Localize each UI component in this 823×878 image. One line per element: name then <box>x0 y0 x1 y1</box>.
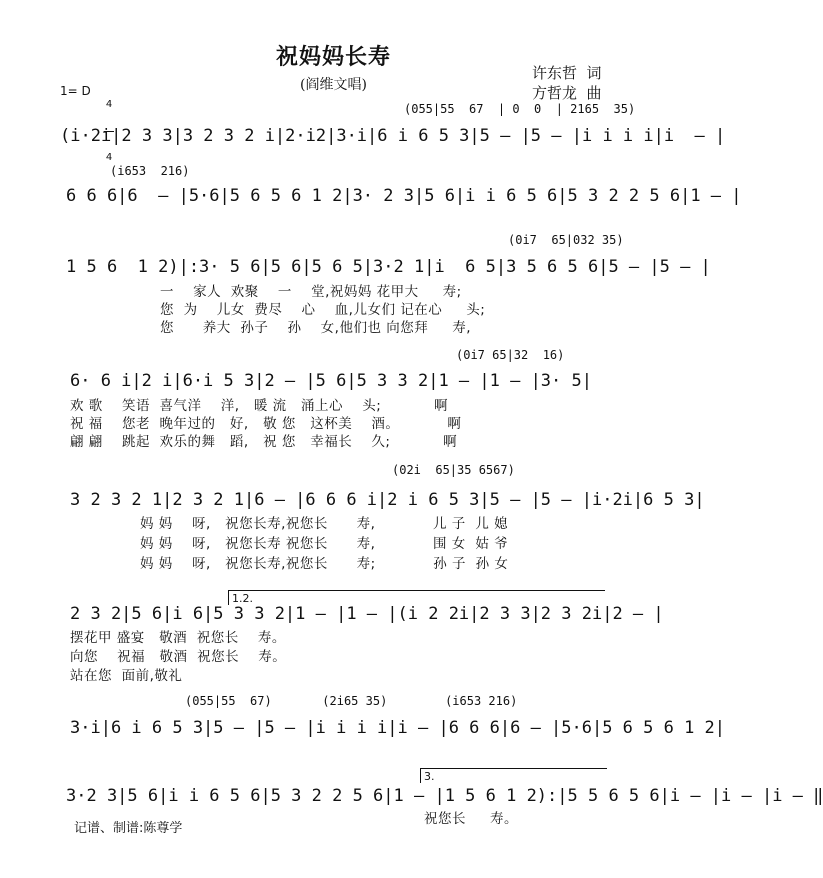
notation-line: 3 2 3 2 1|2 3 2 1|6 — |6 6 6 i|2 i 6 5 3|5 — |5 — |i·2i|6 5 3| <box>70 490 705 510</box>
volta-label: 1.2. <box>232 592 253 605</box>
lyric-line: 欢 歌 笑语 喜气洋 洋, 暖 流 涌上心 头; 啊 <box>70 398 448 414</box>
notation-line: 6 6 6|6 — |5·6|5 6 5 6 1 2|3· 2 3|5 6|i i 6 5 6|5 3 2 2 5 6|1 — | <box>66 186 742 206</box>
lyric-line: 妈 妈 呀, 祝您长寿,祝您长 寿; 孙 子 孙 女 <box>140 556 509 572</box>
lyric-line: 站在您 面前,敬礼 <box>70 668 183 684</box>
lyric-line: 向您 祝福 敬酒 祝您长 寿。 <box>70 649 287 665</box>
lyricist-credit: 许东哲 词 <box>532 64 602 82</box>
transcriber-credit: 记谱、制谱:陈尊学 <box>74 821 183 836</box>
notation-line: (i·2i|2 3 3|3 2 3 2 i|2·i2|3·i|6 i 6 5 3|5 — |5 — |i i i i|i — | <box>60 126 726 146</box>
song-title: 祝妈妈长寿 <box>275 44 391 70</box>
key-signature: 1= D <box>60 84 91 98</box>
lyric-line: 妈 妈 呀, 祝您长寿 祝您长 寿, 围 女 姑 爷 <box>140 536 509 552</box>
notation-line: 6· 6 i|2 i|6·i 5 3|2 — |5 6|5 3 3 2|1 — |1 — |3· 5| <box>70 371 592 391</box>
lyric-line: 您 为 儿女 费尽 心 血,儿女们 记在心 头; <box>160 302 486 318</box>
cue-line: (0i7 65|032 35) <box>508 233 624 247</box>
composer-credit: 方哲龙 曲 <box>532 84 602 102</box>
lyric-line: 您 养大 孙子 孙 女,他们也 向您拜 寿, <box>160 320 471 336</box>
cue-line: (i653 216) <box>110 164 190 178</box>
lyric-line: 祝您长 寿。 <box>424 811 518 827</box>
lyric-line: 一 家人 欢聚 一 堂,祝妈妈 花甲大 寿; <box>160 284 462 300</box>
meter-top: 4 <box>105 99 113 110</box>
volta-bracket-1 <box>228 590 605 605</box>
cue-line: (02i 65|35 6567) <box>392 463 515 477</box>
song-subtitle: (阎维文唱) <box>300 77 367 93</box>
notation-line: 1 5 6 1 2)|:3· 5 6|5 6|5 6 5|3·2 1|i 6 5|3 5 6 5 6|5 — |5 — | <box>66 257 711 277</box>
cue-line: (0i7 65|32 16) <box>456 348 565 362</box>
volta-label: 3. <box>424 770 435 783</box>
cue-line: (055|55 67 | 0 0 | 2165 35) <box>404 102 636 116</box>
cue-line: (055|55 67) (2i65 35) (i653 216) <box>185 694 518 708</box>
notation-line: 3·i|6 i 6 5 3|5 — |5 — |i i i i|i — |6 6 6|6 — |5·6|5 6 5 6 1 2| <box>70 718 726 738</box>
volta-bracket-3 <box>420 768 607 783</box>
notation-line: 3·2 3|5 6|i i 6 5 6|5 3 2 2 5 6|1 — |1 5 6 1 2):|5 5 6 5 6|i — |i — |i — ‖ <box>66 786 823 806</box>
meter-bottom: 4 <box>105 152 113 163</box>
lyric-line: 翩 翩 跳起 欢乐的舞 蹈, 祝 您 幸福长 久; 啊 <box>70 434 458 450</box>
notation-line: 2 3 2|5 6|i 6|5 3 3 2|1 — |1 — |(i 2 2i|2 3 3|2 3 2i|2 — | <box>70 604 664 624</box>
lyric-line: 摆花甲 盛宴 敬酒 祝您长 寿。 <box>70 630 286 646</box>
lyric-line: 妈 妈 呀, 祝您长寿,祝您长 寿, 儿 子 儿 媳 <box>140 516 509 532</box>
lyric-line: 祝 福 您老 晚年过的 好, 敬 您 这杯美 酒。 啊 <box>70 416 462 432</box>
